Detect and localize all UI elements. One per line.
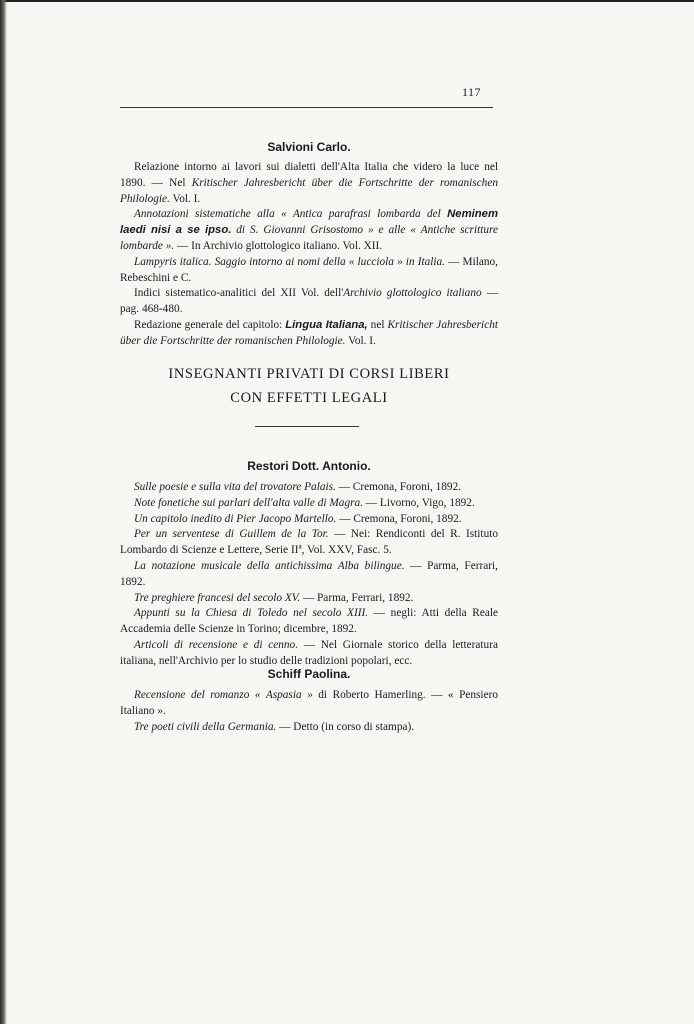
bibliography-entry <box>120 606 498 638</box>
entry-text: Un capitolo inedito di Pier Jacopo Martello. <box>134 512 337 525</box>
bibliography-schiff <box>120 688 498 735</box>
bibliography-entry <box>120 207 498 254</box>
bibliography-restori <box>120 480 498 670</box>
entry-text: Neminem laedi nisi a se ipso. <box>120 208 498 237</box>
page-top-edge <box>0 0 694 2</box>
binding-edge <box>0 0 7 1024</box>
entry-text: Note fonetiche sui parlari dell'alta valle di Magra. <box>134 496 363 509</box>
bibliography-entry <box>120 720 498 736</box>
entry-text: di Roberto Hamerling. — « Pensiero Italiano ». <box>120 689 498 717</box>
section-author-restori: Restori Dott. Antonio. <box>247 459 371 473</box>
bibliography-entry <box>120 318 498 350</box>
entry-text: Annotazioni sistematiche alla « Antica parafrasi lombarda del <box>134 208 448 221</box>
bibliography-entry <box>120 255 498 287</box>
entry-text: La notazione musicale della antichissima Alba bilingue. <box>134 559 405 572</box>
entry-text: Recensione del romanzo « Aspasia » <box>134 689 313 701</box>
entry-text: Kritischer Jahresbericht über die Fortschritte der romanischen Philologie. <box>120 318 498 347</box>
entry-text: Kritischer Jahresbericht über die Fortschritte der romanischen Philologie. <box>120 176 498 205</box>
entry-text: — Nel Giornale storico della letteratura italiana, nell'Archivio per lo studio delle tradizioni popolari, ecc. <box>120 638 498 667</box>
entry-text: — pag. 468-480. <box>120 287 498 316</box>
entry-text: — Nei: Rendiconti del R. Istituto Lombardo di Scienze e Lettere, Serie IIª, Vol. XXV, Fasc. 5. <box>120 528 499 557</box>
header-rule <box>120 107 493 108</box>
entry-text: Articoli di recensione e di cenno. <box>134 638 299 651</box>
section-title-line2: CON EFFETTI LEGALI <box>230 390 388 406</box>
entry-text: Archivio glottologico italiano <box>343 287 482 300</box>
bibliography-entry <box>120 160 498 207</box>
entry-text: Vol. I. <box>169 192 201 205</box>
entry-text: di S. Giovanni Grisostomo » e alle « Antiche scritture lombarde ». <box>120 224 499 252</box>
entry-text: Sulle poesie e sulla vita del trovatore Palais. <box>134 481 336 493</box>
entry-text: Indici sistematico-analitici del XII Vol. dell' <box>134 287 344 300</box>
entry-text: — In Archivio glottologico italiano. Vol. XII. <box>174 239 383 252</box>
entry-text: Vol. I. <box>345 334 376 347</box>
entry-text: — Livorno, Vigo, 1892. <box>362 496 475 509</box>
bibliography-entry <box>120 286 498 318</box>
entry-text: Per un serventese di Guillem de la Tor. <box>134 528 329 541</box>
entry-text: Tre poeti civili della Germania. <box>134 720 277 733</box>
entry-text: — Detto (in corso di stampa). <box>276 720 415 733</box>
bibliography-entry <box>120 688 498 720</box>
title-rule <box>255 426 359 427</box>
bibliography-entry <box>120 591 498 607</box>
bibliography-salvioni <box>120 160 498 350</box>
section-author-schiff: Schiff Paolina. <box>267 667 351 681</box>
bibliography-entry <box>120 480 498 496</box>
entry-text: — Parma, Ferrari, 1892. <box>120 559 498 588</box>
bibliography-entry <box>120 527 498 559</box>
entry-text: Tre preghiere francesi del secolo XV. <box>134 591 301 604</box>
entry-text: Relazione intorno ai lavori sui dialetti dell'Alta Italia che videro la luce nel 1890. — Nel <box>120 161 498 189</box>
entry-text: nel <box>367 318 388 331</box>
entry-text: Lingua Italiana, <box>285 318 368 331</box>
section-author-salvioni: Salvioni Carlo. <box>267 140 351 154</box>
entry-text: — negli: Atti della Reale Accademia delle Scienze in Torino; dicembre, 1892. <box>120 607 498 636</box>
bibliography-entry <box>120 496 498 512</box>
entry-text: Lampyris italica. Saggio intorno ai nomi della « lucciola » in Italia. <box>134 255 446 268</box>
entry-text: — Cremona, Foroni, 1892. <box>335 481 462 493</box>
section-title-line1: INSEGNANTI PRIVATI DI CORSI LIBERI <box>168 366 450 382</box>
bibliography-entry <box>120 638 498 670</box>
entry-text: — Milano, Rebeschini e C. <box>120 255 498 284</box>
entry-text: Redazione generale del capitolo: <box>134 318 286 331</box>
bibliography-entry <box>120 512 498 528</box>
entry-text: Appunti su la Chiesa di Toledo nel secolo XIII. <box>134 607 369 620</box>
entry-text: — Parma, Ferrari, 1892. <box>300 591 414 604</box>
bibliography-entry <box>120 559 498 591</box>
page-number: 117 <box>462 85 482 99</box>
entry-text: — Cremona, Foroni, 1892. <box>336 512 462 525</box>
